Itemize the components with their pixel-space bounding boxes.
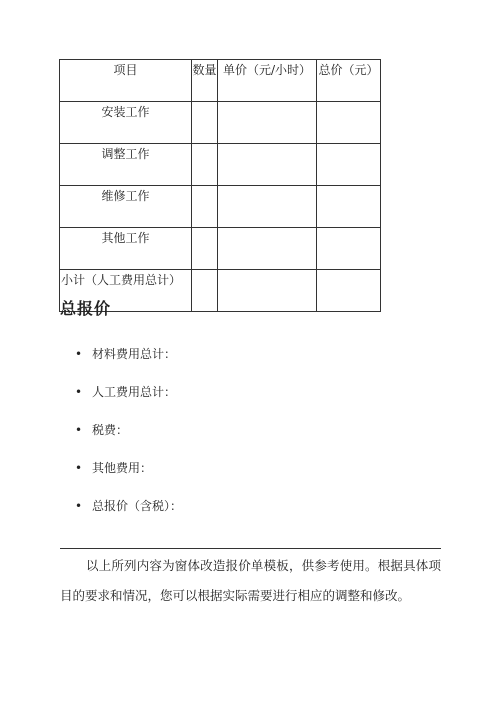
header-unit-price: 单价（元/小时）	[218, 60, 317, 102]
footer-note: 以上所列内容为窗体改造报价单模板，供参考使用。根据具体项目的要求和情况，您可以根据实际需要进行相应的调整和修改。	[60, 558, 441, 603]
table-row	[60, 102, 381, 144]
row-total-cell	[317, 228, 381, 270]
bullet-icon: •	[75, 499, 83, 513]
subtotal-unit-price-cell	[218, 270, 317, 312]
list-item	[60, 382, 182, 420]
row-item-label: 调整工作	[60, 144, 192, 186]
material-cost-total-label: 材料费用总计：	[92, 347, 177, 361]
header-item: 项目	[60, 60, 192, 102]
list-item	[60, 344, 182, 382]
header-quantity: 数量	[192, 60, 218, 102]
row-item-label: 其他工作	[60, 228, 192, 270]
table-header-row	[60, 60, 381, 102]
row-total-cell	[317, 144, 381, 186]
tax-label: 税费：	[92, 423, 129, 437]
footer-divider	[60, 548, 441, 549]
row-total-cell	[317, 186, 381, 228]
row-quantity-cell	[192, 144, 218, 186]
total-quote-heading: 总报价	[60, 299, 112, 318]
row-unit-price-cell	[218, 186, 317, 228]
subtotal-label: 小计（人工费用总计）	[60, 270, 192, 312]
row-unit-price-cell	[218, 102, 317, 144]
table-row	[60, 186, 381, 228]
header-total-price: 总价（元）	[317, 60, 381, 102]
row-unit-price-cell	[218, 228, 317, 270]
row-quantity-cell	[192, 102, 218, 144]
table-row	[60, 228, 381, 270]
list-item	[60, 496, 182, 534]
row-total-cell	[317, 102, 381, 144]
subtotal-quantity-cell	[192, 270, 218, 312]
bullet-icon: •	[75, 423, 83, 437]
list-item	[60, 420, 182, 458]
row-quantity-cell	[192, 228, 218, 270]
row-item-label: 安装工作	[60, 102, 192, 144]
labor-cost-total-label: 人工费用总计：	[92, 385, 177, 399]
other-fees-label: 其他费用：	[92, 461, 153, 475]
row-unit-price-cell	[218, 144, 317, 186]
row-quantity-cell	[192, 186, 218, 228]
row-item-label: 维修工作	[60, 186, 192, 228]
grand-total-label: 总报价（含税）：	[92, 499, 183, 513]
bullet-icon: •	[75, 347, 83, 361]
bullet-icon: •	[75, 461, 83, 475]
table-row	[60, 144, 381, 186]
total-quote-list	[60, 344, 182, 534]
subtotal-total-cell	[317, 270, 381, 312]
list-item	[60, 458, 182, 496]
bullet-icon: •	[75, 385, 83, 399]
labor-cost-table	[59, 59, 381, 312]
